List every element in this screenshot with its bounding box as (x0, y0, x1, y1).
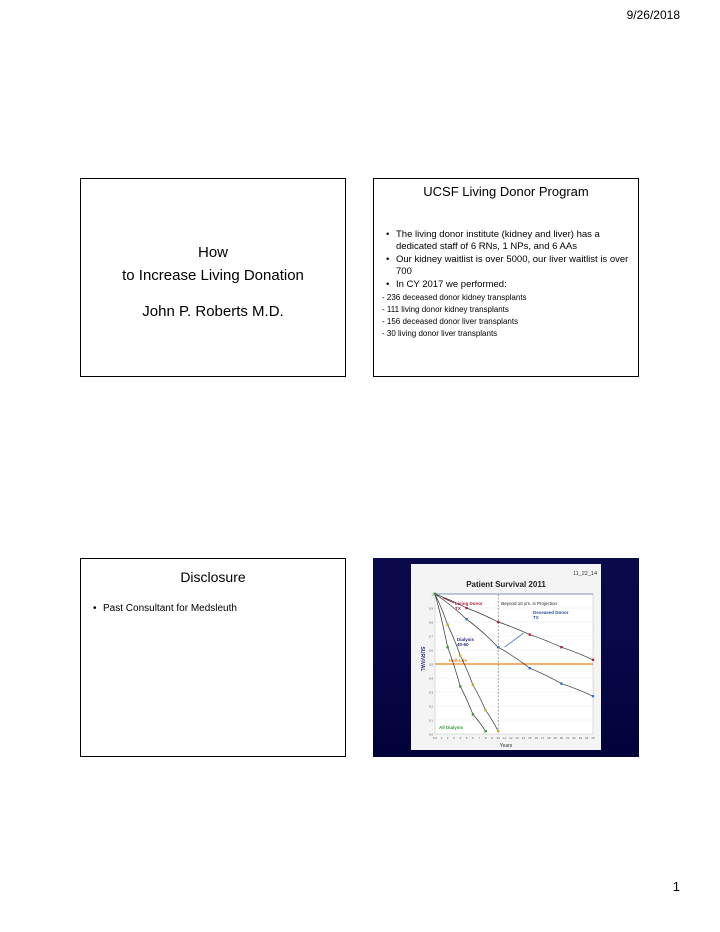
data-point (592, 659, 594, 661)
bullet-item: • Our kidney waitlist is over 5000, our liver waitlist is over 700 (386, 254, 630, 278)
data-point (465, 618, 467, 620)
slide-chart (373, 558, 639, 757)
slide-code: 11_22_14 (572, 571, 597, 577)
x-tick-label: 20 (559, 736, 564, 740)
y-tick-label: 0.7 (428, 634, 433, 639)
slide-heading: Disclosure (180, 569, 246, 585)
author-name: John P. Roberts M.D. (142, 303, 284, 320)
x-tick-label: 21 (566, 736, 570, 740)
y-tick-label: 0.3 (428, 690, 433, 695)
x-tick-label: 13 (515, 736, 519, 740)
slide-disclosure (80, 558, 346, 757)
bullet-item: • In CY 2017 we performed: (386, 279, 630, 291)
bullet-list (93, 603, 337, 616)
data-point (459, 654, 461, 656)
data-point (434, 593, 436, 595)
x-tick-label: 19 (553, 736, 557, 740)
x-tick-label: 6 (472, 736, 474, 740)
x-tick-label: 12 (509, 736, 513, 740)
slide-title (80, 178, 346, 377)
x-tick-label: 24 (585, 736, 589, 740)
sub-item: - 156 deceased donor liver transplants (382, 317, 519, 326)
data-point (529, 633, 531, 635)
x-tick-label: 2 (446, 736, 449, 740)
x-tick-label: 18 (547, 736, 551, 740)
title-line-1: How (197, 244, 228, 261)
x-tick-label: 9 (491, 736, 493, 740)
y-tick-label: 0.8 (428, 620, 433, 625)
data-point (560, 646, 562, 648)
page-date: 9/26/2018 (626, 8, 680, 22)
data-point (465, 607, 467, 609)
data-point (497, 646, 499, 648)
bullet-item: • The living donor institute (kidney and liver) has a dedicated staff of 6 RNs, 1 NPs, and 6 AAs (386, 229, 630, 253)
x-tick-label: 4 (459, 736, 462, 740)
data-point (497, 730, 499, 732)
y-axis-label: SURVIVAL (419, 646, 425, 672)
deceased-donor-label: Deceased Donor TX (532, 610, 569, 620)
data-point (446, 624, 448, 626)
projection-label: Beyond 10 yrs. is Projection (501, 601, 557, 606)
x-tick-label: 23 (578, 736, 583, 740)
x-tick-label: 25 (591, 736, 595, 740)
page-number: 1 (672, 879, 680, 894)
x-tick-label: 0.0 (432, 736, 438, 740)
chart-panel (411, 564, 601, 750)
data-point (446, 646, 448, 648)
slide-heading: UCSF Living Donor Program (423, 184, 589, 199)
x-tick-label: 16 (534, 736, 538, 740)
sub-item: - 111 living donor kidney transplants (382, 305, 509, 314)
survival-chart (411, 564, 601, 750)
slide-program (373, 178, 639, 377)
x-tick-label: 5 (465, 736, 468, 740)
data-point (560, 682, 562, 684)
x-tick-label: 15 (528, 736, 532, 740)
bullet-list (382, 229, 630, 340)
x-tick-label: 8 (484, 736, 487, 740)
x-tick-label: 3 (453, 736, 455, 740)
title-line-2: to Increase Living Donation (122, 267, 304, 284)
x-tick-label: 14 (521, 736, 526, 740)
y-tick-label: 0.6 (428, 648, 433, 653)
x-axis-label: Years (499, 743, 513, 749)
y-tick-label: 0.1 (428, 718, 433, 723)
x-tick-label: 1 (440, 736, 443, 740)
data-point (459, 685, 461, 687)
y-tick-label: 0.5 (428, 662, 433, 667)
data-point (484, 709, 486, 711)
y-tick-label: 0.9 (428, 606, 433, 611)
y-tick-label: 1 (431, 592, 433, 597)
data-point (529, 667, 531, 669)
data-point (472, 684, 474, 686)
x-tick-label: 11 (502, 736, 507, 740)
bullet-item: • Past Consultant for Medsleuth (93, 603, 337, 615)
y-tick-label: 0.2 (428, 704, 433, 709)
data-point (497, 621, 499, 623)
dialysis-label: Dialysis 40-60 (457, 637, 475, 647)
x-tick-label: 22 (572, 736, 576, 740)
chart-title: Patient Survival 2011 (466, 580, 546, 589)
y-tick-label: 0.0 (428, 732, 433, 737)
all-dialysis-label: All Dialysis (439, 725, 464, 730)
data-point (472, 713, 474, 715)
data-point (592, 695, 594, 697)
data-point (484, 730, 486, 732)
x-tick-label: 17 (540, 736, 545, 740)
living-donor-label: Living Donor TX (455, 601, 483, 611)
x-tick-label: 7 (478, 736, 481, 740)
x-tick-label: 10 (496, 736, 500, 740)
sub-item: - 236 deceased donor kidney transplants (382, 293, 527, 302)
half-life-label: Half-Life (449, 658, 467, 663)
y-tick-label: 0.4 (428, 676, 433, 681)
sub-item: - 30 living donor liver transplants (382, 329, 498, 338)
